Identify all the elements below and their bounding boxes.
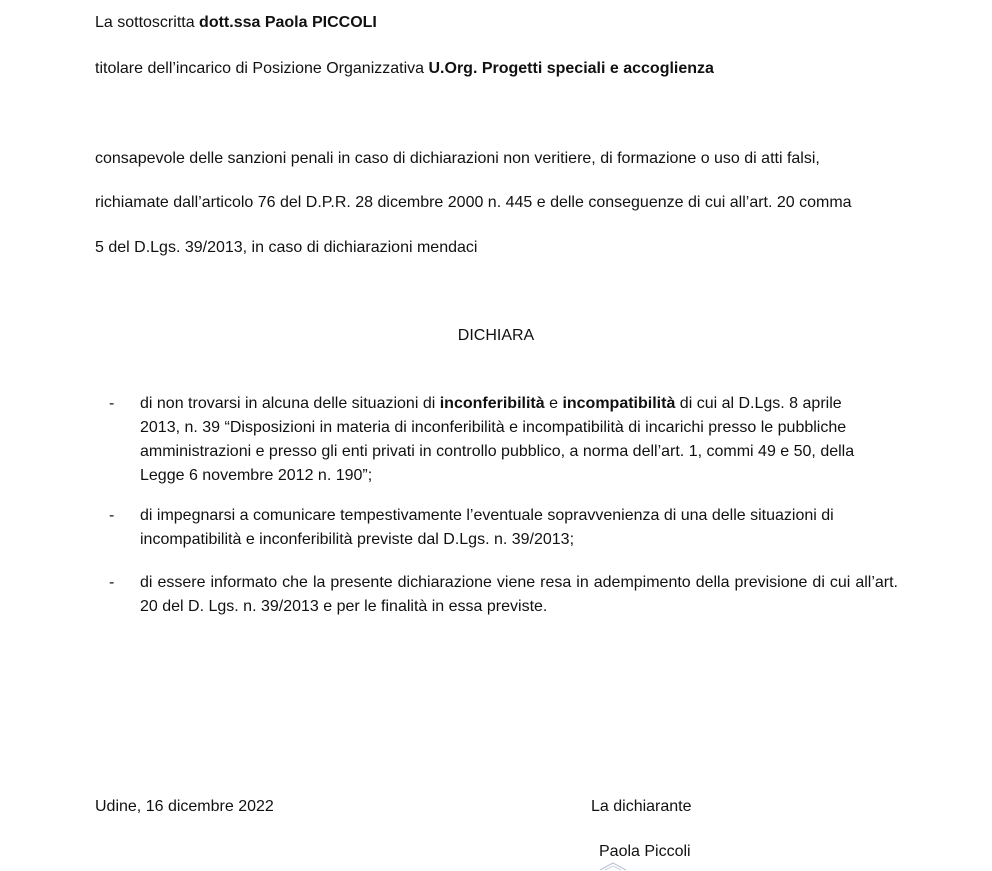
declarant-line [95,11,377,35]
bullet-dash: - [109,574,115,591]
declaration-heading: DICHIARA [457,327,535,344]
bullet-1-bold-incompatibilita: incompatibilità [562,395,676,412]
signature-mark-icon [598,862,628,871]
bullet-text-3: di essere informato che la presente dichiarazione viene resa in adempimento della previsione di cui all’art. 20 del D. Lgs. n. 39/2013 e per le finalità in essa previste. [140,574,898,615]
bullet-dash: - [109,395,115,412]
bullet-text-2: di impegnarsi a comunicare tempestivamente l’eventuale sopravvenienza di una delle situazioni di incompatibilità e inconferibilità previste dal D.Lgs. n. 39/2013; [140,507,834,548]
signer-name: Paola Piccoli [599,843,691,860]
declarant-prefix: La sottoscritta [95,14,200,31]
signer-label: La dichiarante [591,798,692,815]
position-line [95,57,714,81]
office-name: U.Org. Progetti speciali e accoglienza [428,60,714,77]
premise-line-2: richiamate dall’articolo 76 del D.P.R. 28 dicembre 2000 n. 445 e delle conseguenze di cui all’art. 20 comma [95,194,852,211]
position-prefix: titolare dell’incarico di Posizione Organizzativa [95,60,429,77]
bullet-1-text-b: e [544,395,563,412]
premise-line-1: consapevole delle sanzioni penali in caso di dichiarazioni non veritiere, di formazione o uso di atti falsi, [95,150,820,167]
declarant-name: dott.ssa Paola PICCOLI [199,14,377,31]
place-date: Udine, 16 dicembre 2022 [95,798,274,815]
bullet-dash: - [109,507,115,524]
bullet-text-1 [140,392,878,488]
premise-line-3: 5 del D.Lgs. 39/2013, in caso di dichiarazioni mendaci [95,239,478,256]
bullet-1-text-a: di non trovarsi in alcuna delle situazioni di [140,395,440,412]
bullet-1-bold-inconferibilita: inconferibilità [439,395,545,412]
bullet-1-text-c: di cui al D.Lgs. 8 aprile 2013, n. 39 “Disposizioni in materia di inconferibilità e incompatibilità di incarichi presso le pubbliche amministrazioni e presso gli enti privati in controllo pubblico, a norma dell’art. 1, commi 49 e 50, della Legge 6 novembre 2012 n. 190”; [140,395,855,484]
